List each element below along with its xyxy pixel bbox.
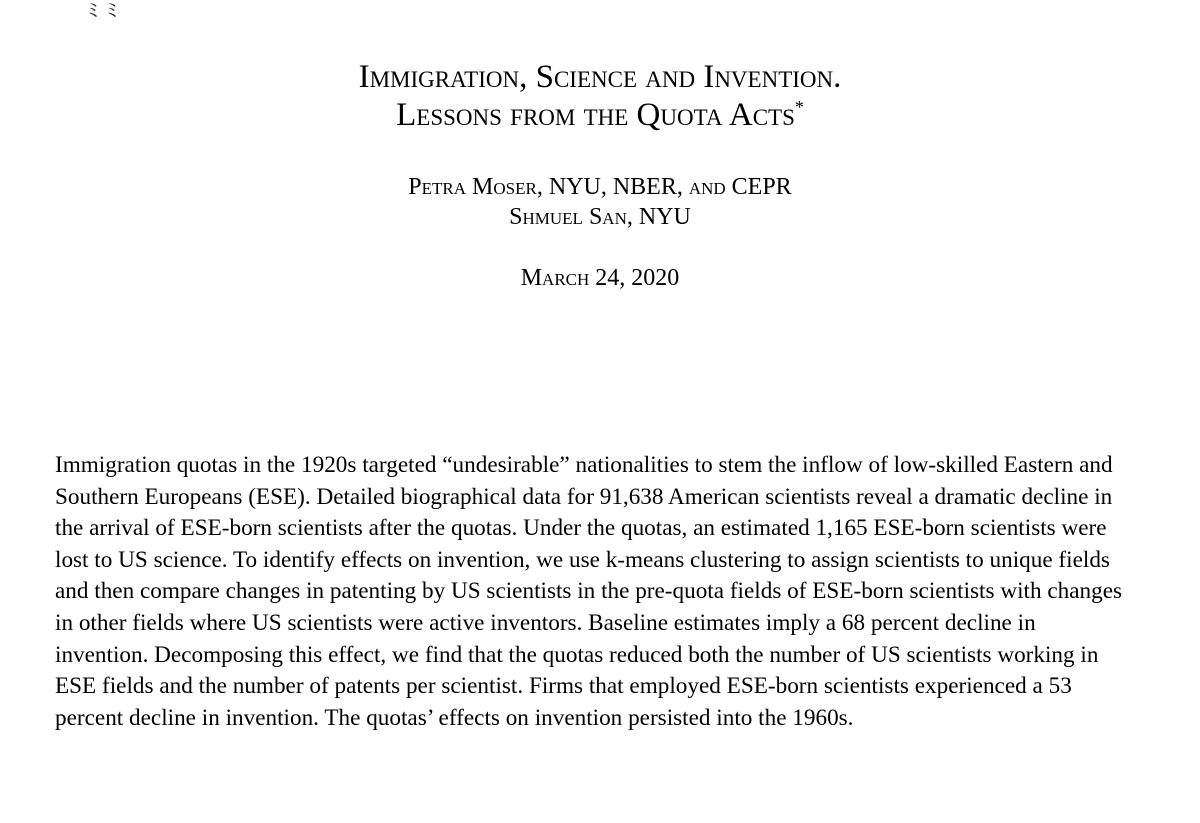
title-line-2 <box>0 96 1200 134</box>
title-line-1: Immigration, Science and Invention. <box>358 59 842 95</box>
title-line-2-text: Lessons from the Quota Acts <box>396 97 795 133</box>
author-1: Petra Moser, NYU, NBER, and CEPR <box>408 174 792 200</box>
title-footnote-mark[interactable]: * <box>794 97 804 117</box>
paper-title <box>0 58 1200 134</box>
author-list <box>0 172 1200 232</box>
scan-artifact-mark: ﾐ ﾐ <box>88 0 119 22</box>
abstract-text: Immigration quotas in the 1920s targeted “undesirable” nationalities to stem the inflow of low-skilled Eastern and Southern Europeans (ESE). Detailed biographical data for 91,638 American scientists reveal a dramatic decline in the arrival of ESE-born scientists after the quotas. Under the quotas, an estimated 1,165 ESE-born scientists were lost to US science. To identify effects on invention, we use k-means clustering to assign scientists to unique fields and then compare changes in patenting by US scientists in the pre-quota fields of ESE-born scientists with changes in other fields where US scientists were active inventors. Baseline estimates imply a 68 percent decline in invention. Decomposing this effect, we find that the quotas reduced both the number of US scientists working in ESE fields and the number of patents per scientist. Firms that employed ESE-born scientists experienced a 53 percent decline in invention. The quotas’ effects on invention persisted into the 1960s. <box>55 452 1123 731</box>
author-2: Shmuel San, NYU <box>509 204 691 230</box>
paper-date: March 24, 2020 <box>520 265 680 291</box>
